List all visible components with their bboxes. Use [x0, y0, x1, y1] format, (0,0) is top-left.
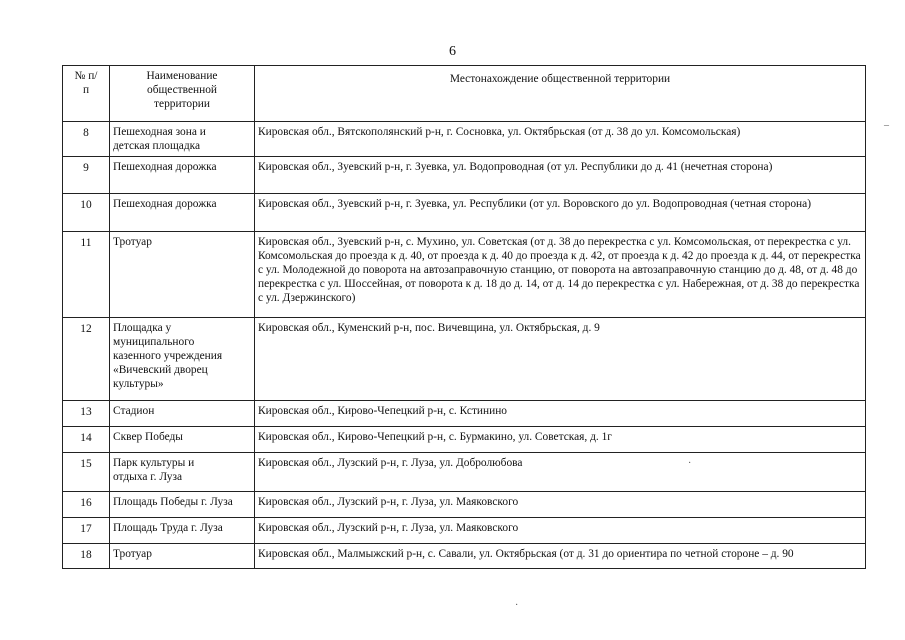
row-num: 18 — [63, 544, 110, 569]
territories-table — [62, 65, 866, 569]
row-num: 8 — [63, 122, 110, 157]
row-num: 9 — [63, 157, 110, 194]
row-name: Пешеходная дорожка — [110, 194, 255, 232]
row-location: Кировская обл., Лузский р-н, г. Луза, ул. Маяковского — [255, 518, 866, 544]
row-num: 11 — [63, 232, 110, 318]
row-num: 15 — [63, 453, 110, 492]
row-num: 13 — [63, 401, 110, 427]
row-name: Тротуар — [110, 544, 255, 569]
row-name: Площадь Победы г. Луза — [110, 492, 255, 518]
row-location: Кировская обл., Вятскополянский р-н, г. Сосновка, ул. Октябрьская (от д. 38 до ул. Комсомольская) — [255, 122, 866, 157]
table-row — [63, 318, 866, 401]
header-location-label: Местонахождение общественной территории — [449, 73, 671, 85]
row-name-text: Площадка у муниципального казенного учреждения «Вичевский дворец культуры» — [113, 322, 223, 390]
scan-speck: · — [515, 600, 519, 611]
row-location: Кировская обл., Лузский р-н, г. Луза, ул. Добролюбова — [255, 453, 866, 492]
row-name — [110, 122, 255, 157]
table-row — [63, 492, 866, 518]
header-location — [255, 66, 866, 122]
table-row — [63, 232, 866, 318]
scan-speck: · — [688, 458, 692, 469]
row-name — [110, 318, 255, 401]
page-number: 6 — [449, 44, 456, 59]
row-name-text: Парк культуры и отдыха г. Луза — [113, 457, 195, 483]
row-location: Кировская обл., Кирово-Чепецкий р-н, с. Бурмакино, ул. Советская, д. 1г — [255, 427, 866, 453]
table-row — [63, 157, 866, 194]
header-num — [63, 66, 110, 122]
row-num: 14 — [63, 427, 110, 453]
row-location: Кировская обл., Малмыжский р-н, с. Савали, ул. Октябрьская (от д. 31 до ориентира по четной стороне – д. 90 — [255, 544, 866, 569]
table-row — [63, 544, 866, 569]
row-name: Площадь Труда г. Луза — [110, 518, 255, 544]
row-num: 16 — [63, 492, 110, 518]
row-location: Кировская обл., Зуевский р-н, с. Мухино, ул. Советская (от д. 38 до перекрестка с ул. Комсомольская, от перекрестка с ул. Комсомольская до проезда к д. 40, от проезда к д. 40 до проезда к д. 42, от проезда к д. 42 до проезда к д. 44, от перекрестка с ул. Молодежной до поворота на автозаправочную станцию, от поворота на автозаправочную станцию до д. 48, от д. 48 до перекрестка с ул. Шоссейная, от поворота к д. 18 до д. 14, от д. 14 до перекрестка с ул. Набережная, от д. 38 до перекрестка с ул. Дзержинского) — [255, 232, 866, 318]
scan-speck: – — [884, 120, 889, 131]
header-name-label: Наименование общественной территории — [146, 70, 218, 110]
row-name — [110, 453, 255, 492]
table-row — [63, 453, 866, 492]
row-name: Стадион — [110, 401, 255, 427]
table-row — [63, 401, 866, 427]
table-row — [63, 427, 866, 453]
header-num-label: № п/п — [74, 70, 98, 96]
table-row — [63, 122, 866, 157]
table-header-row — [63, 66, 866, 122]
row-num: 12 — [63, 318, 110, 401]
row-num: 17 — [63, 518, 110, 544]
row-num: 10 — [63, 194, 110, 232]
header-name — [110, 66, 255, 122]
table-row — [63, 194, 866, 232]
table-row — [63, 518, 866, 544]
row-location: Кировская обл., Кирово-Чепецкий р-н, с. Кстинино — [255, 401, 866, 427]
row-name: Тротуар — [110, 232, 255, 318]
row-name: Сквер Победы — [110, 427, 255, 453]
row-location: Кировская обл., Зуевский р-н, г. Зуевка, ул. Республики (от ул. Воровского до ул. Водопроводная (четная сторона) — [255, 194, 866, 232]
row-name: Пешеходная дорожка — [110, 157, 255, 194]
row-location: Кировская обл., Зуевский р-н, г. Зуевка, ул. Водопроводная (от ул. Республики до д. 41 (нечетная сторона) — [255, 157, 866, 194]
row-location: Кировская обл., Лузский р-н, г. Луза, ул. Маяковского — [255, 492, 866, 518]
row-name-text: Пешеходная зона и детская площадка — [113, 126, 206, 152]
row-location: Кировская обл., Куменский р-н, пос. Вичевщина, ул. Октябрьская, д. 9 — [255, 318, 866, 401]
